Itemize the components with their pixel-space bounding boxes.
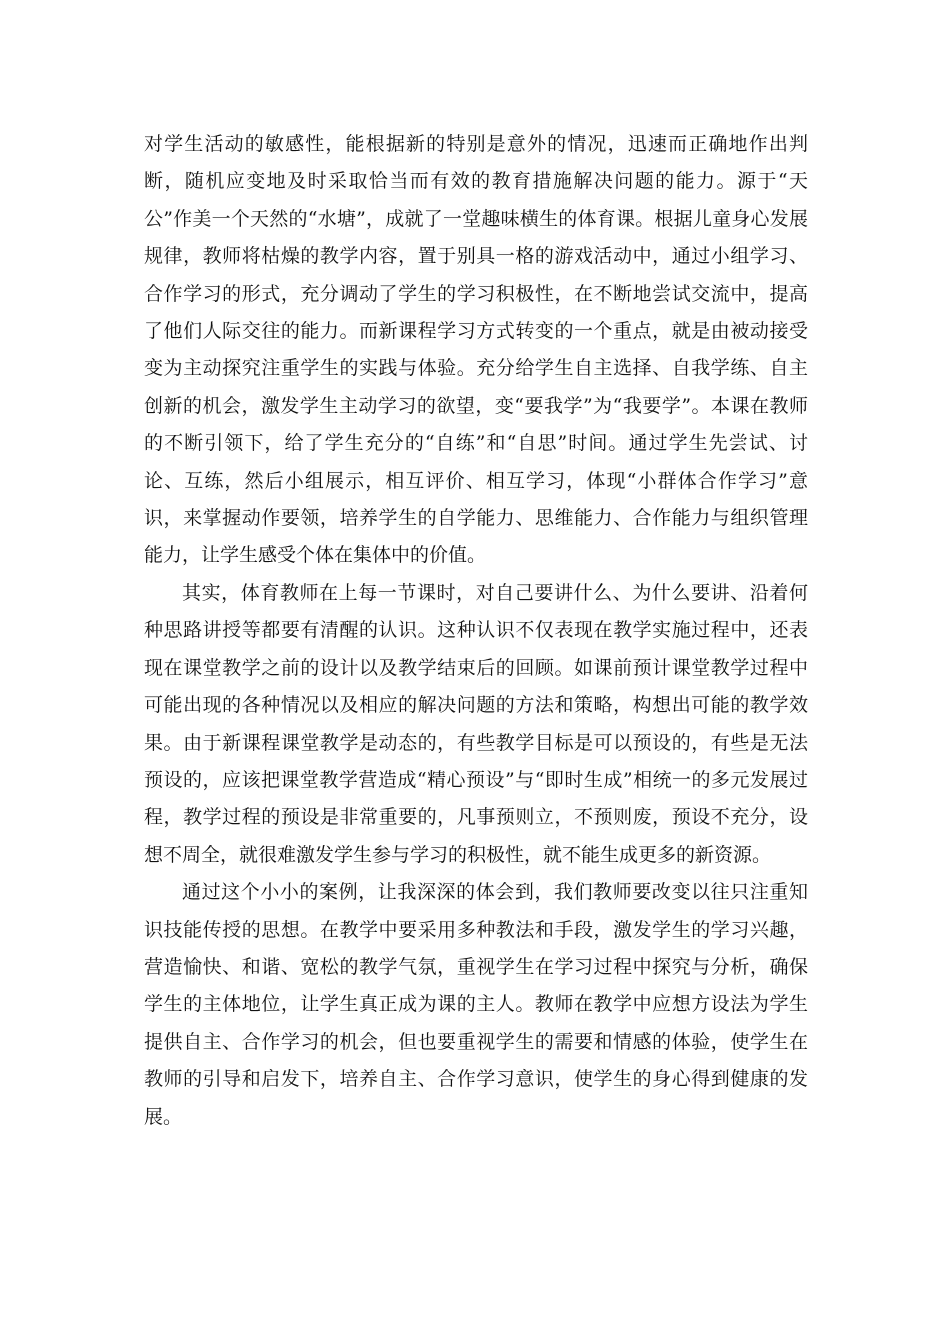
- paragraph-1: 对学生活动的敏感性，能根据新的特别是意外的情况，迅速而正确地作出判断，随机应变地及时采取恰当而有效的教育措施解决问题的能力。源于“天公”作美一个天然的“水塘”，成就了一堂趣味横生的体育课。根据儿童身心发展规律，教师将枯燥的教学内容，置于别具一格的游戏活动中，通过小组学习、合作学习的形式，充分调动了学生的学习积极性，在不断地尝试交流中，提高了他们人际交往的能力。而新课程学习方式转变的一个重点，就是由被动接受变为主动探究注重学生的实践与体验。充分给学生自主选择、自我学练、自主创新的机会，激发学生主动学习的欲望，变“要我学”为“我要学”。本课在教师的不断引领下，给了学生充分的“自练”和“自思”时间。通过学生先尝试、讨论、互练，然后小组展示，相互评价、相互学习，体现“小群体合作学习”意识，来掌握动作要领，培养学生的自学能力、思维能力、合作能力与组织管理能力，让学生感受个体在集体中的价值。: [144, 133, 808, 567]
- paragraph-2: 其实，体育教师在上每一节课时，对自己要讲什么、为什么要讲、沿着何种思路讲授等都要有清醒的认识。这种认识不仅表现在教学实施过程中，还表现在课堂教学之前的设计以及教学结束后的回顾。如课前预计课堂教学过程中可能出现的各种情况以及相应的解决问题的方法和策略，构想出可能的教学效果。由于新课程课堂教学是动态的，有些教学目标是可以预设的，有些是无法预设的，应该把课堂教学营造成“精心预设”与“即时生成”相统一的多元发展过程，教学过程的预设是非常重要的，凡事预则立，不预则废，预设不充分，设想不周全，就很难激发学生参与学习的积极性，就不能生成更多的新资源。: [144, 581, 808, 866]
- document-body: [144, 126, 808, 1136]
- paragraph-3: 通过这个小小的案例，让我深深的体会到，我们教师要改变以往只注重知识技能传授的思想。在教学中要采用多种教法和手段，激发学生的学习兴趣，营造愉快、和谐、宽松的教学气氛，重视学生在学习过程中探究与分析，确保学生的主体地位，让学生真正成为课的主人。教师在教学中应想方设法为学生提供自主、合作学习的机会，但也要重视学生的需要和情感的体验，使学生在教师的引导和启发下，培养自主、合作学习意识，使学生的身心得到健康的发展。: [144, 881, 808, 1128]
